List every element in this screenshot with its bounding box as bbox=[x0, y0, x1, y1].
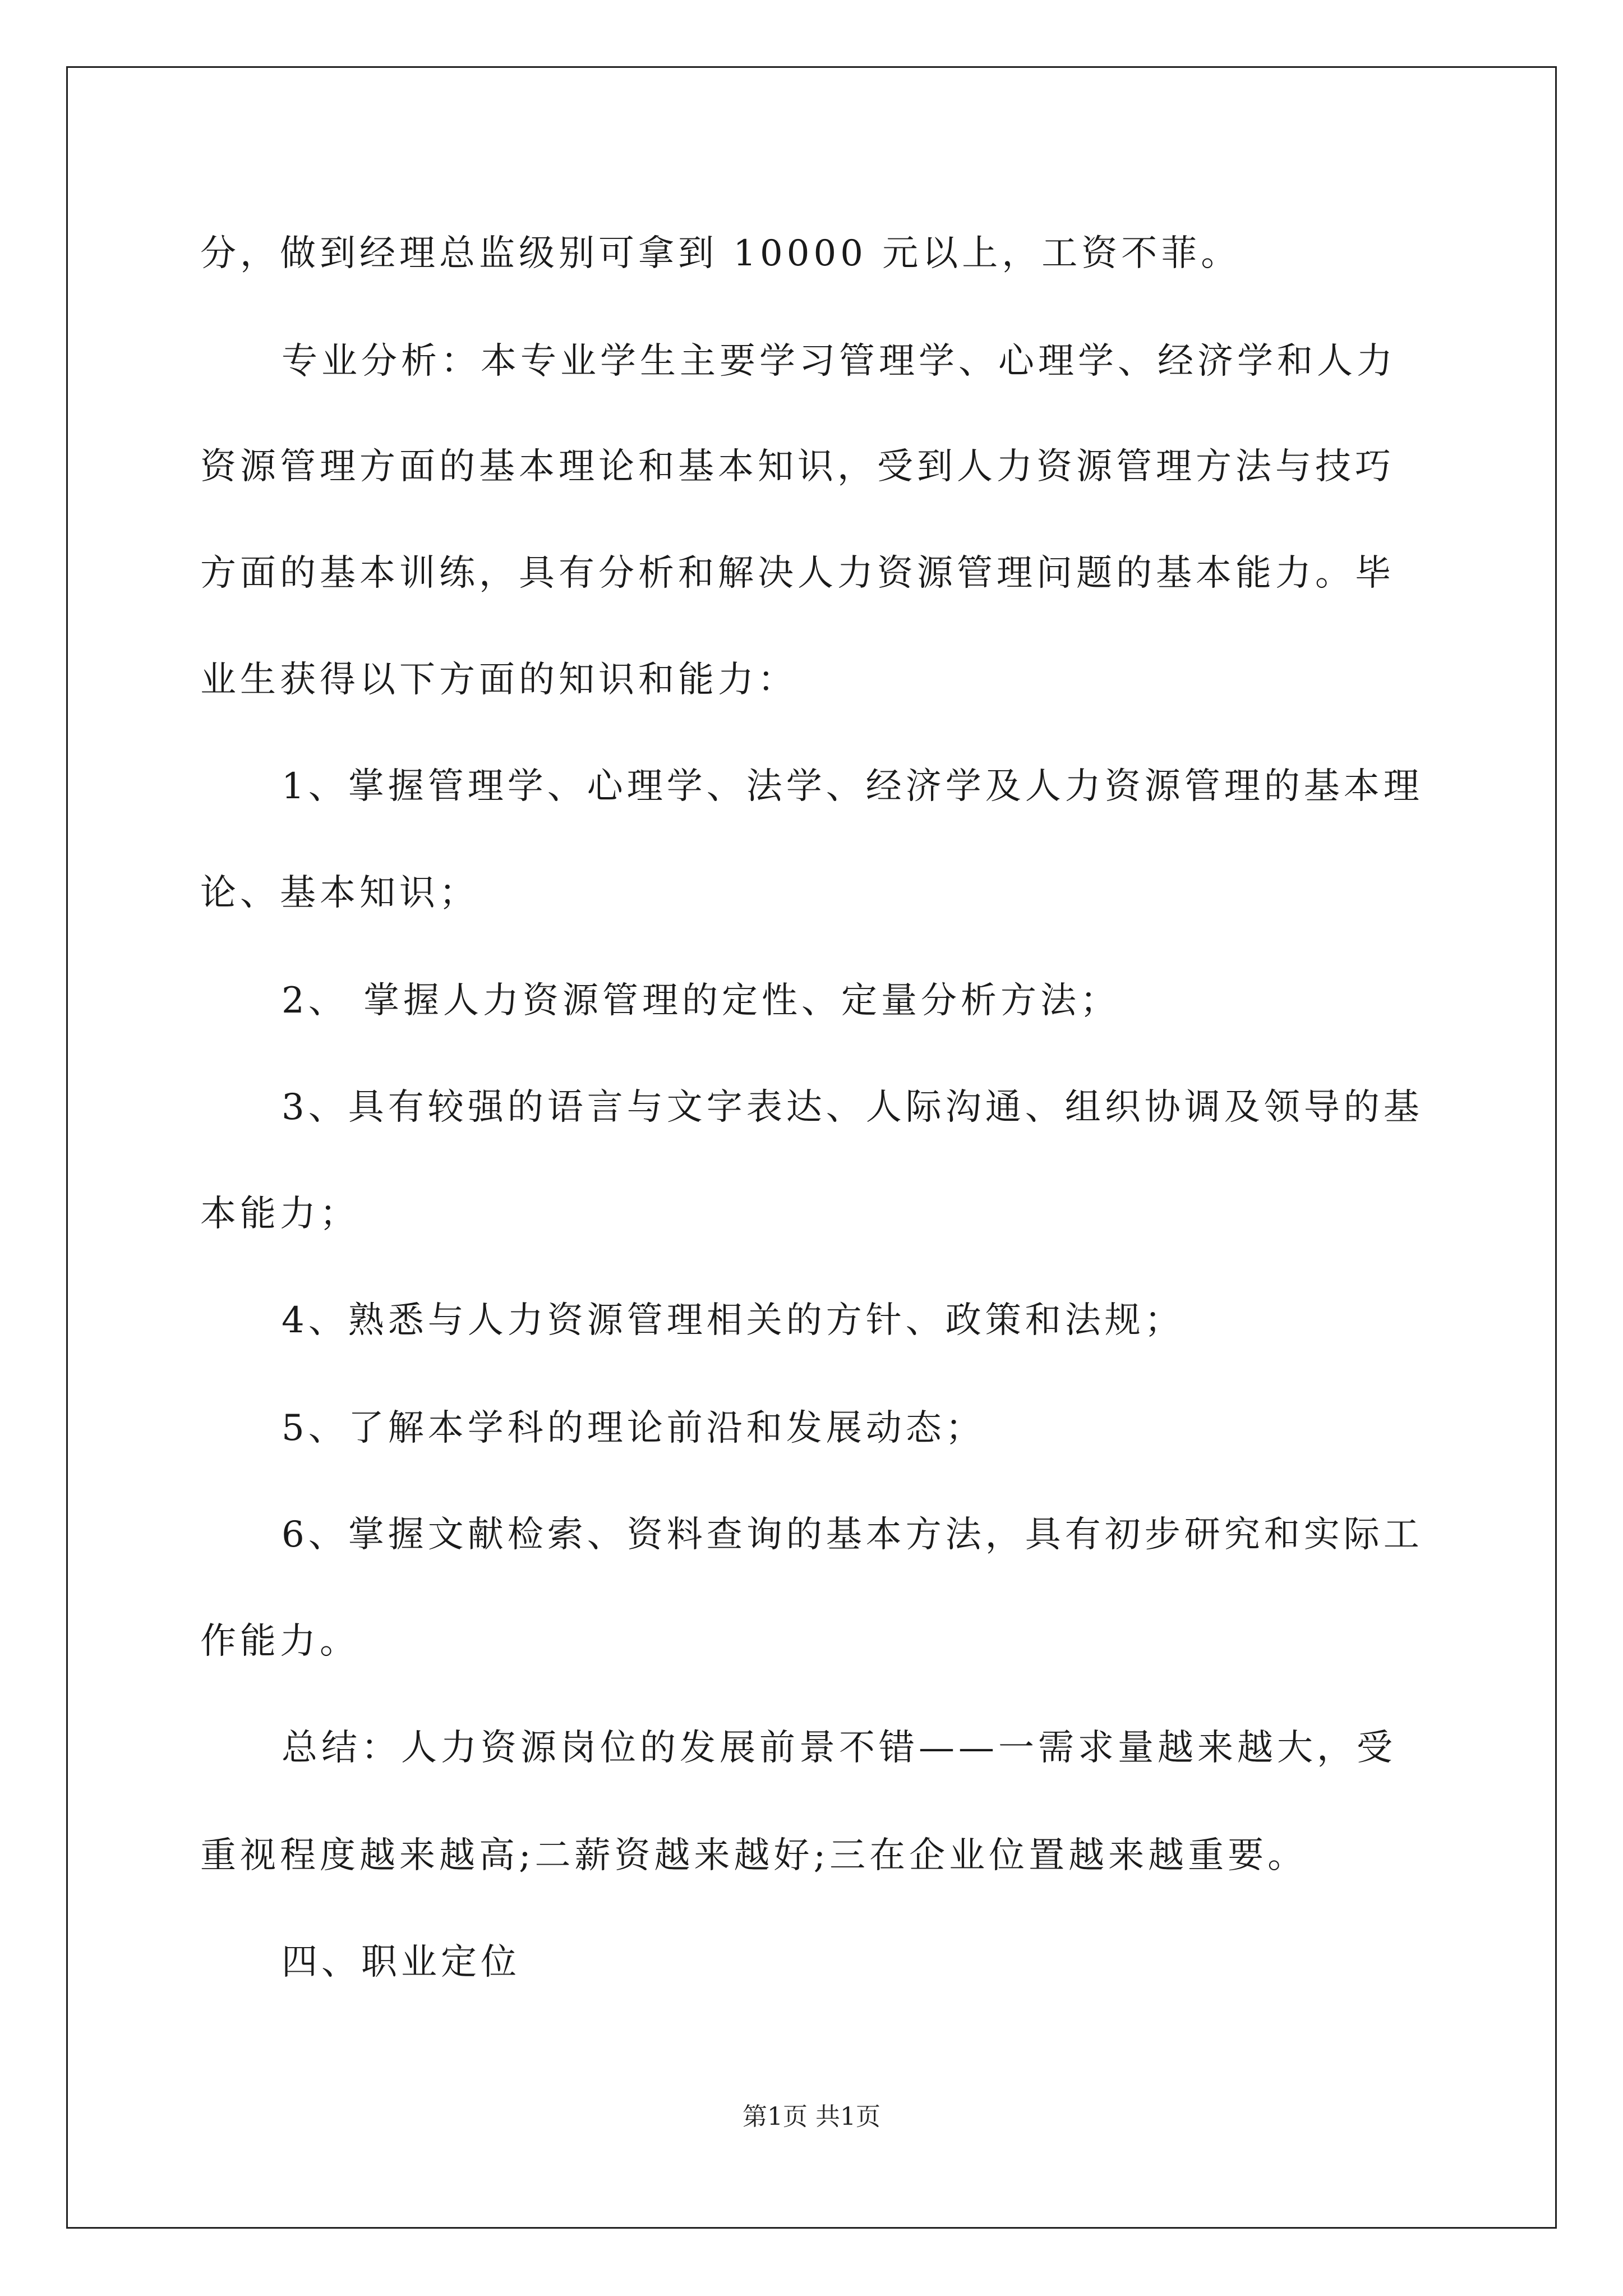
document-line: 6、掌握文献检索、资料查询的基本方法，具有初步研究和实际工 bbox=[282, 1514, 1423, 1556]
page-border bbox=[66, 66, 1557, 2229]
document-line: 4、熟悉与人力资源管理相关的方针、政策和法规； bbox=[282, 1300, 1184, 1341]
document-line: 总结：人力资源岗位的发展前景不错——一需求量越来越大，受 bbox=[282, 1727, 1396, 1769]
document-line: 2、 掌握人力资源管理的定性、定量分析方法； bbox=[282, 980, 1121, 1022]
document-line: 四、职业定位 bbox=[282, 1941, 520, 1983]
document-line: 论、基本知识； bbox=[200, 872, 479, 914]
document-line: 3、具有较强的语言与文字表达、人际沟通、组织协调及领导的基 bbox=[282, 1087, 1423, 1128]
page-number: 第1页 共1页 bbox=[743, 2102, 880, 2131]
document-line: 本能力； bbox=[200, 1193, 359, 1235]
document-line: 5、了解本学科的理论前沿和发展动态； bbox=[282, 1407, 985, 1449]
document-line: 作能力。 bbox=[200, 1621, 359, 1662]
document-line: 资源管理方面的基本理论和基本知识，受到人力资源管理方法与技巧 bbox=[200, 446, 1395, 487]
document-line: 重视程度越来越高;二薪资越来越好;三在企业位置越来越重要。 bbox=[200, 1835, 1308, 1876]
document-line: 业生获得以下方面的知识和能力： bbox=[200, 659, 797, 701]
document-line: 专业分析：本专业学生主要学习管理学、心理学、经济学和人力 bbox=[282, 341, 1396, 382]
document-line: 分，做到经理总监级别可拿到 10000 元以上，工资不菲。 bbox=[200, 233, 1241, 274]
document-line: 1、掌握管理学、心理学、法学、经济学及人力资源管理的基本理 bbox=[282, 766, 1423, 807]
document-line: 方面的基本训练，具有分析和解决人力资源管理问题的基本能力。毕 bbox=[200, 553, 1395, 594]
